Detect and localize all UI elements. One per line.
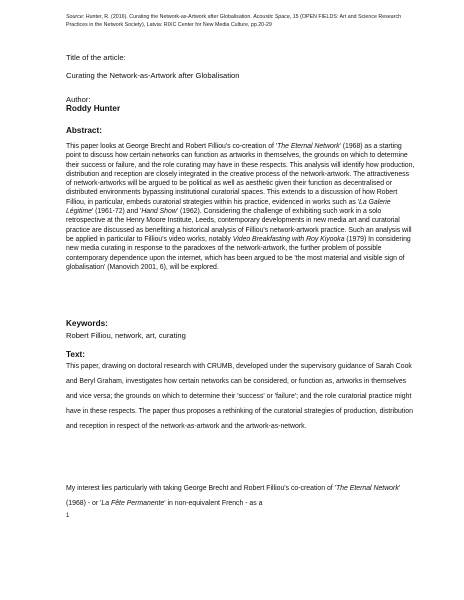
abstract-part: Hand Show: [141, 208, 177, 216]
source-text-a: Hunter, R. (2016). Curating the Network-as-Artwork after Globalisation.: [84, 14, 254, 20]
body-paragraph-2: [66, 481, 416, 511]
abstract-part: This paper looks at George Brecht and Robert Filliou's co-creation of ': [66, 143, 278, 150]
abstract-part: The Eternal Network: [277, 143, 340, 150]
author-name: Roddy Hunter: [66, 104, 121, 113]
page-number: 1: [66, 513, 70, 519]
source-citation: [66, 13, 412, 29]
body-part: La Fête Permanente: [101, 500, 165, 508]
abstract-heading: Abstract:: [66, 126, 102, 135]
author-label: Author:: [66, 95, 91, 104]
title-label: Title of the article:: [66, 53, 126, 62]
keywords-heading: Keywords:: [66, 319, 108, 328]
article-title: Curating the Network-as-Artwork after Globalisation: [66, 71, 240, 80]
body-part: ' (1968) - or ': [66, 485, 401, 508]
abstract-part: ' (1968) as a starting point to discuss how certain networks can function as artworks in themselves, the grounds on which to determine their success or failure, and the role curating may have in these respects. This analysis will identify how production, distribution and reception are closely integrated in the creative process of the network-artwork. The attractiveness of network-artworks will be argued to be political as well as aesthetic given their function as decentralised or distributed environments bypassing institutional curatorial spaces. This extends to a discussion of how Robert Filliou, in particular, embeds curatorial strategies within his practice, evidenced in works such as ': [66, 143, 415, 206]
abstract-text: [66, 142, 416, 272]
abstract-part: ' (1961-72) and ': [91, 208, 142, 216]
keywords-text: Robert Filliou, network, art, curating: [66, 331, 186, 340]
abstract-part: (1979) In considering new media curating in response to the paradoxes of the network-artwork, the further problem of possible contemporary dependence upon the internet, which has been argued to be 'the most material and visible sign of globalisation' (Manovich 2001, 6), will be explored.: [66, 235, 411, 271]
abstract-part: La Galerie Légitime: [66, 198, 391, 216]
source-journal: Acoustic Space: [253, 14, 290, 20]
text-heading: Text:: [66, 350, 85, 359]
abstract-part: ' (1962). Considering the challenge of exhibiting such work in a solo retrospective at the Henry Moore Institute, Leeds, contemporary developments in new media art and curatorial practice are discussed as benefiting a historical analysis of Filliou's network-artwork practice. Such an analysis will be applied in particular to Filliou's video works, notably: [66, 208, 412, 243]
body-part: The Eternal Network: [335, 485, 399, 492]
abstract-part: Video Breakfasting with Roy Kiyooka: [232, 235, 345, 243]
body-paragraph-1: This paper, drawing on doctoral research with CRUMB, developed under the supervisory guidance of Sarah Cook and Beryl Graham, investigates how certain networks can be considered, or function as, artworks in themselves and vice versa; the grounds on which to determine their 'success' or 'failure'; and the role curatorial practice might have in these respects. The paper thus proposes a rethinking of the curatorial strategies of production, distribution and reception in respect of the network-as-artwork and the artwork-as-network.: [66, 363, 413, 431]
source-label: Source:: [66, 14, 85, 20]
source-text-b: , 15 (OPEN FIELDS: Art and Science Research Practices in the Network Society), Latvia: RIXC Center for New Media Culture, pp.20-29: [66, 14, 402, 28]
body-part: My interest lies particularly with taking George Brecht and Robert Filliou's co-creation of ': [66, 485, 336, 492]
body-part: ' in non-equivalent French - as a: [164, 500, 263, 508]
